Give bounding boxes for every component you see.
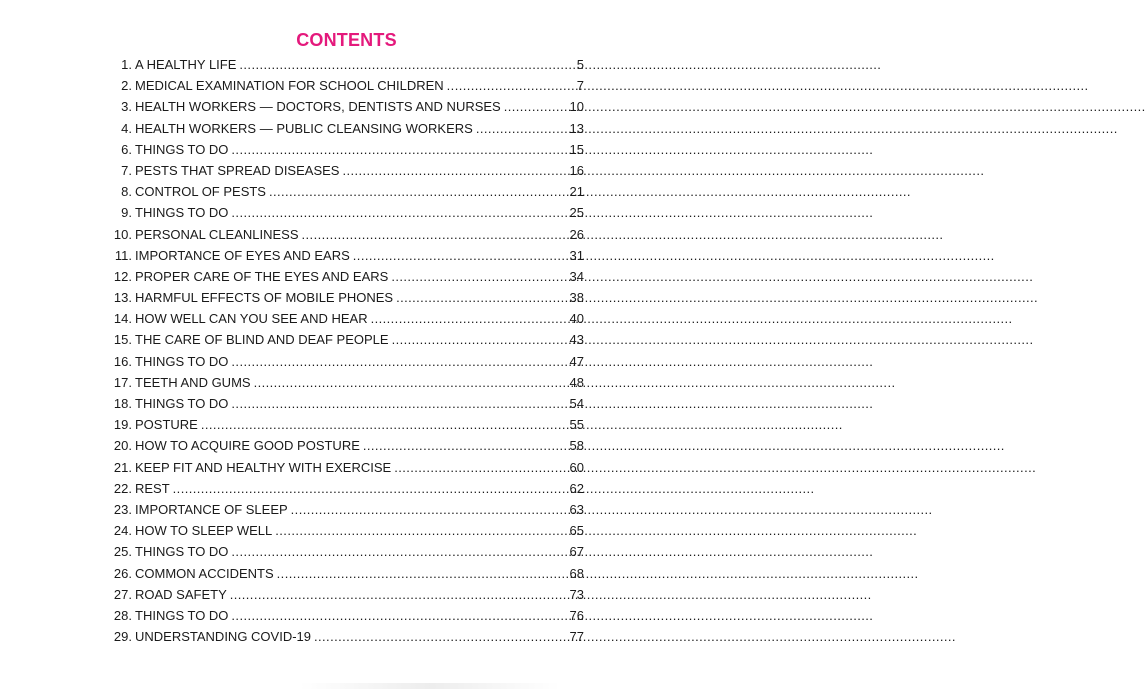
toc-entry-title: THINGS TO DO <box>135 141 229 157</box>
toc-dot-leader <box>231 605 566 626</box>
toc-dot-leader <box>201 414 567 435</box>
toc-entry-title: IMPORTANCE OF SLEEP <box>135 501 288 517</box>
toc-entry-number: 12. <box>113 268 132 284</box>
toc-entry <box>107 160 584 181</box>
toc-dot-leader <box>391 266 566 287</box>
toc-entry-title: PERSONAL CLEANLINESS <box>135 226 299 242</box>
toc-entry-page-number: 25 <box>569 205 584 221</box>
toc-entry-title: HEALTH WORKERS — PUBLIC CLEANSING WORKERS <box>135 120 473 136</box>
toc-entry-number: 25. <box>113 544 132 560</box>
toc-entry <box>107 224 584 245</box>
toc-entry-number: 3. <box>121 99 132 115</box>
toc-entry-page-number: 77 <box>569 629 584 645</box>
toc-entry-title: THINGS TO DO <box>135 544 229 560</box>
toc-entry-title: HEALTH WORKERS — DOCTORS, DENTISTS AND NURSES <box>135 99 501 115</box>
toc-dot-leader <box>291 499 567 520</box>
toc-entry-page-number: 38 <box>569 290 584 306</box>
toc-entry-title: KEEP FIT AND HEALTHY WITH EXERCISE <box>135 459 392 475</box>
toc-dot-leader <box>173 478 567 499</box>
toc-entry-page-number: 63 <box>569 501 584 517</box>
toc-entry-number: 26. <box>113 565 132 581</box>
toc-entry-number: 28. <box>113 607 132 623</box>
toc-entry-number: 6. <box>121 141 132 157</box>
toc-entry-title: THE CARE OF BLIND AND DEAF PEOPLE <box>135 332 389 348</box>
toc-entry-title: THINGS TO DO <box>135 607 229 623</box>
toc-entry <box>107 351 584 372</box>
toc-entry <box>107 266 584 287</box>
toc-dot-leader <box>239 54 573 75</box>
toc-dot-leader <box>231 393 566 414</box>
toc-entry-page-number: 16 <box>569 162 584 178</box>
toc-entry-page-number: 67 <box>569 544 584 560</box>
toc-entry-page-number: 47 <box>569 353 584 369</box>
toc-entry-title: COMMON ACCIDENTS <box>135 565 274 581</box>
toc-entry <box>107 520 584 541</box>
toc-entry-page-number: 21 <box>569 184 584 200</box>
toc-entry <box>107 605 584 626</box>
toc-entry-title: IMPORTANCE OF EYES AND EARS <box>135 247 350 263</box>
toc-dot-leader <box>342 160 566 181</box>
toc-dot-leader <box>394 457 566 478</box>
toc-entry-page-number: 13 <box>569 120 584 136</box>
toc-entry-page-number: 65 <box>569 523 584 539</box>
toc-dot-leader <box>363 435 567 456</box>
table-of-contents <box>107 54 584 647</box>
toc-entry <box>107 287 584 308</box>
toc-dot-leader <box>254 372 567 393</box>
toc-entry <box>107 245 584 266</box>
toc-entry-page-number: 73 <box>569 586 584 602</box>
toc-entry-page-number: 76 <box>569 607 584 623</box>
toc-entry-number: 7. <box>121 162 132 178</box>
toc-dot-leader <box>231 202 566 223</box>
toc-entry <box>107 626 584 647</box>
toc-entry-number: 24. <box>113 523 132 539</box>
toc-entry-number: 2. <box>121 78 132 94</box>
toc-entry <box>107 414 584 435</box>
toc-entry-number: 8. <box>121 184 132 200</box>
toc-entry-page-number: 40 <box>569 311 584 327</box>
toc-entry-title: TEETH AND GUMS <box>135 374 251 390</box>
toc-entry-title: MEDICAL EXAMINATION FOR SCHOOL CHILDREN <box>135 78 444 94</box>
toc-dot-leader <box>230 584 567 605</box>
toc-entry-page-number: 58 <box>569 438 584 454</box>
toc-entry-page-number: 48 <box>569 374 584 390</box>
toc-dot-leader <box>302 224 567 245</box>
toc-entry <box>107 584 584 605</box>
toc-entry-page-number: 26 <box>569 226 584 242</box>
toc-dot-leader <box>275 520 566 541</box>
toc-dot-leader <box>504 96 567 117</box>
toc-entry <box>107 118 584 139</box>
toc-entry <box>107 393 584 414</box>
toc-entry <box>107 139 584 160</box>
toc-entry-page-number: 60 <box>569 459 584 475</box>
toc-entry-number: 11. <box>114 247 132 263</box>
toc-entry-number: 15. <box>113 332 132 348</box>
toc-entry-page-number: 31 <box>569 247 584 263</box>
toc-entry-page-number: 54 <box>569 396 584 411</box>
toc-entry-page-number: 68 <box>569 565 584 581</box>
toc-dot-leader <box>392 329 567 350</box>
toc-entry-title: HOW TO SLEEP WELL <box>135 523 273 539</box>
toc-entry <box>107 75 584 96</box>
toc-entry-title: PESTS THAT SPREAD DISEASES <box>135 162 340 178</box>
toc-entry <box>107 541 584 562</box>
toc-entry-page-number: 10 <box>569 99 584 115</box>
toc-entry-title: A HEALTHY LIFE <box>135 57 237 72</box>
toc-entry-number: 22. <box>113 480 132 496</box>
toc-entry-page-number: 43 <box>569 332 584 348</box>
toc-entry-page-number: 15 <box>569 141 584 157</box>
toc-entry-number: 16. <box>113 353 132 369</box>
toc-entry-number: 18. <box>113 396 132 411</box>
toc-entry-number: 1. <box>121 57 132 72</box>
toc-dot-leader <box>396 287 566 308</box>
toc-entry-title: HARMFUL EFFECTS OF MOBILE PHONES <box>135 290 394 306</box>
toc-entry-title: THINGS TO DO <box>135 353 229 369</box>
toc-entry-number: 9. <box>121 205 132 221</box>
toc-entry-number: 19. <box>113 417 132 433</box>
toc-dot-leader <box>231 351 566 372</box>
toc-entry <box>107 499 584 520</box>
toc-dot-leader <box>269 181 567 202</box>
toc-entry <box>107 435 584 456</box>
toc-entry-page-number: 55 <box>569 417 584 433</box>
toc-entry <box>107 457 584 478</box>
toc-dot-leader <box>353 245 567 266</box>
toc-entry-number: 10. <box>113 226 132 242</box>
toc-dot-leader <box>231 139 566 160</box>
toc-entry-number: 14. <box>113 311 132 327</box>
toc-entry-title: CONTROL OF PESTS <box>135 184 266 200</box>
toc-entry-page-number: 34 <box>569 268 584 284</box>
toc-entry <box>107 54 584 75</box>
page-title: CONTENTS <box>296 30 397 50</box>
toc-dot-leader <box>371 308 567 329</box>
toc-dot-leader <box>447 75 574 96</box>
toc-entry-page-number: 62 <box>569 480 584 496</box>
toc-entry <box>107 478 584 499</box>
toc-entry-number: 17. <box>113 374 132 390</box>
toc-dot-leader <box>476 118 567 139</box>
toc-entry-title: THINGS TO DO <box>135 396 229 411</box>
toc-entry-page-number: 5 <box>576 57 584 72</box>
toc-entry-page-number: 7 <box>576 78 584 94</box>
toc-entry-title: PROPER CARE OF THE EYES AND EARS <box>135 268 389 284</box>
toc-entry-title: HOW TO ACQUIRE GOOD POSTURE <box>135 438 360 454</box>
toc-entry <box>107 202 584 223</box>
toc-dot-leader <box>314 626 567 647</box>
toc-entry <box>107 181 584 202</box>
toc-entry-title: REST <box>135 480 170 496</box>
toc-entry-number: 4. <box>121 120 132 136</box>
toc-dot-leader <box>231 541 566 562</box>
toc-entry-number: 20. <box>113 438 132 454</box>
toc-dot-leader <box>277 563 567 584</box>
toc-entry-number: 13. <box>113 290 132 306</box>
toc-entry <box>107 96 584 117</box>
toc-entry <box>107 308 584 329</box>
toc-entry-title: ROAD SAFETY <box>135 586 227 602</box>
toc-entry-title: POSTURE <box>135 417 198 433</box>
toc-entry-number: 27. <box>113 586 132 602</box>
toc-entry-number: 29. <box>113 629 132 645</box>
toc-entry-title: THINGS TO DO <box>135 205 229 221</box>
toc-entry <box>107 329 584 350</box>
toc-entry-title: HOW WELL CAN YOU SEE AND HEAR <box>135 311 368 327</box>
toc-entry-number: 23. <box>113 501 132 517</box>
toc-entry <box>107 563 584 584</box>
toc-entry <box>107 372 584 393</box>
page-edge-shadow <box>300 683 560 689</box>
toc-entry-number: 21. <box>113 459 132 475</box>
toc-entry-title: UNDERSTANDING COVID-19 <box>135 629 312 645</box>
